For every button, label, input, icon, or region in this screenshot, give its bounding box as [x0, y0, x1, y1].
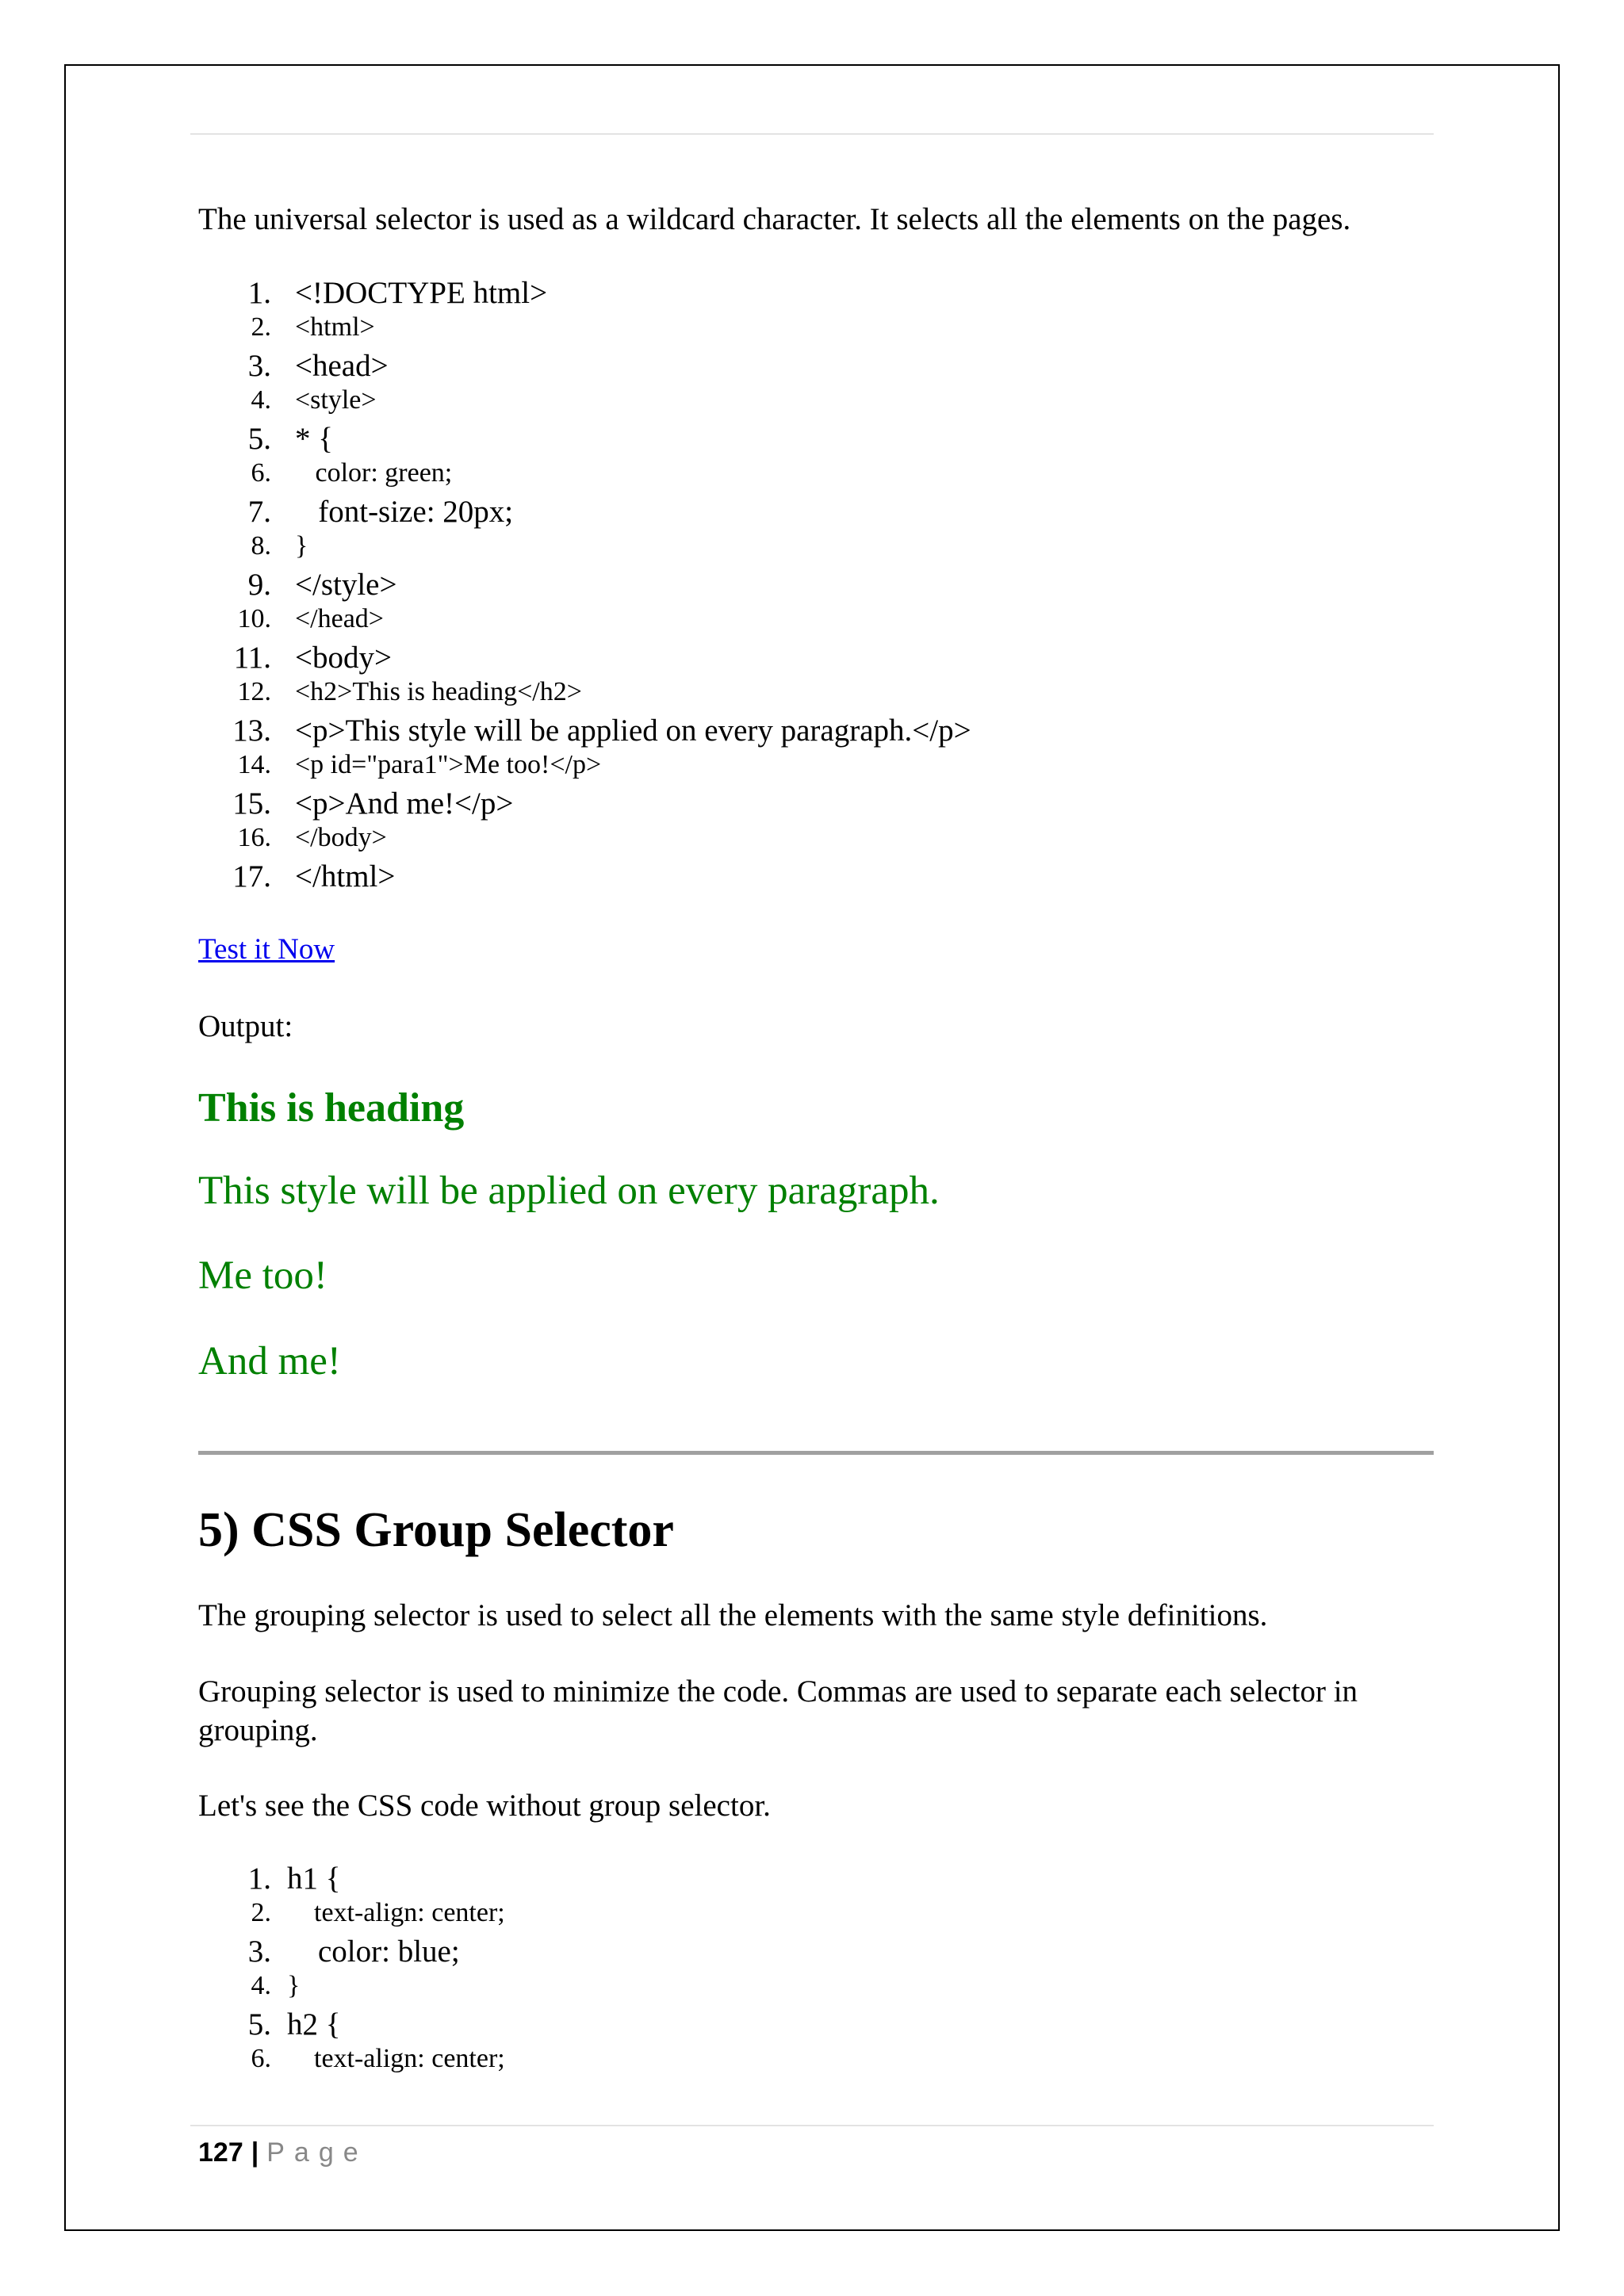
code-line-number: 4.: [251, 1971, 271, 2000]
section-divider: [198, 1451, 1434, 1455]
intro-paragraph: The universal selector is used as a wildcard character. It selects all the elements on the pages.: [198, 202, 1351, 236]
code-line-number: 11.: [233, 641, 271, 675]
output-paragraph-1: This style will be applied on every paragraph.: [198, 1169, 940, 1213]
code-line-text: color: green;: [295, 458, 453, 488]
code-line-number: 13.: [232, 714, 271, 748]
code-line-number: 1.: [247, 276, 271, 310]
code-line-number: 6.: [251, 2044, 271, 2073]
code-line-text: }: [287, 1971, 301, 2000]
output-heading: This is heading: [198, 1085, 465, 1131]
code-line-number: 7.: [247, 495, 271, 529]
page-footer: [198, 2137, 368, 2168]
code-line-text: * {: [295, 422, 333, 456]
footer-separator: |: [251, 2137, 259, 2168]
code-line-number: 14.: [237, 750, 271, 779]
code-line-text: <!DOCTYPE html>: [295, 276, 548, 310]
code-line-text: text-align: center;: [287, 2044, 505, 2073]
code-line-text: <html>: [295, 312, 375, 342]
code-line-text: </html>: [295, 859, 396, 894]
code-line-text: font-size: 20px;: [295, 495, 514, 529]
code-line-text: <style>: [295, 385, 377, 415]
header-rule: [190, 133, 1434, 135]
code-line-text: }: [295, 531, 308, 561]
code-line-text: <h2>This is heading</h2>: [295, 677, 582, 706]
code-line-text: <body>: [295, 641, 392, 675]
code-line-number: 4.: [251, 385, 271, 415]
test-it-now-link[interactable]: Test it Now: [198, 933, 335, 966]
code-line-number: 15.: [232, 786, 271, 821]
code-line-number: 10.: [237, 604, 271, 633]
code-line-number: 3.: [247, 349, 271, 383]
code-line-text: <p>This style will be applied on every paragraph.</p>: [295, 714, 971, 748]
code-line-text: color: blue;: [287, 1934, 460, 1969]
code-line-text: h2 {: [287, 2007, 341, 2042]
section-paragraph-3: Let's see the CSS code without group selector.: [198, 1789, 771, 1823]
output-paragraph-2: Me too!: [198, 1253, 327, 1298]
code-line-text: text-align: center;: [287, 1898, 505, 1927]
code-line-text: </head>: [295, 604, 384, 633]
code-line-number: 12.: [237, 677, 271, 706]
output-label: Output:: [198, 1009, 293, 1043]
code-line-number: 8.: [251, 531, 271, 561]
section-paragraph-2: Grouping selector is used to minimize the code. Commas are used to separate each selector in grouping.: [198, 1674, 1358, 1747]
code-line-number: 1.: [247, 1862, 271, 1896]
code-line-number: 5.: [247, 422, 271, 456]
page-number: 127: [198, 2137, 243, 2168]
code-line-number: 9.: [247, 568, 271, 602]
code-line-text: <p>And me!</p>: [295, 786, 514, 821]
output-paragraph-3: And me!: [198, 1339, 341, 1383]
code-line-number: 17.: [232, 859, 271, 894]
code-line-text: <head>: [295, 349, 389, 383]
code-line-number: 6.: [251, 458, 271, 488]
code-line-text: </body>: [295, 823, 387, 852]
footer-rule: [190, 2125, 1434, 2126]
section-heading: 5) CSS Group Selector: [198, 1503, 674, 1557]
code-line-text: h1 {: [287, 1862, 341, 1896]
code-line-number: 5.: [247, 2007, 271, 2042]
page-word: Page: [266, 2137, 368, 2168]
code-line-number: 16.: [237, 823, 271, 852]
code-line-number: 2.: [251, 312, 271, 342]
section-paragraph-1: The grouping selector is used to select all the elements with the same style definitions.: [198, 1598, 1268, 1632]
code-line-number: 3.: [247, 1934, 271, 1969]
code-line-text: </style>: [295, 568, 397, 602]
code-line-number: 2.: [251, 1898, 271, 1927]
code-line-text: <p id="para1">Me too!</p>: [295, 750, 602, 779]
